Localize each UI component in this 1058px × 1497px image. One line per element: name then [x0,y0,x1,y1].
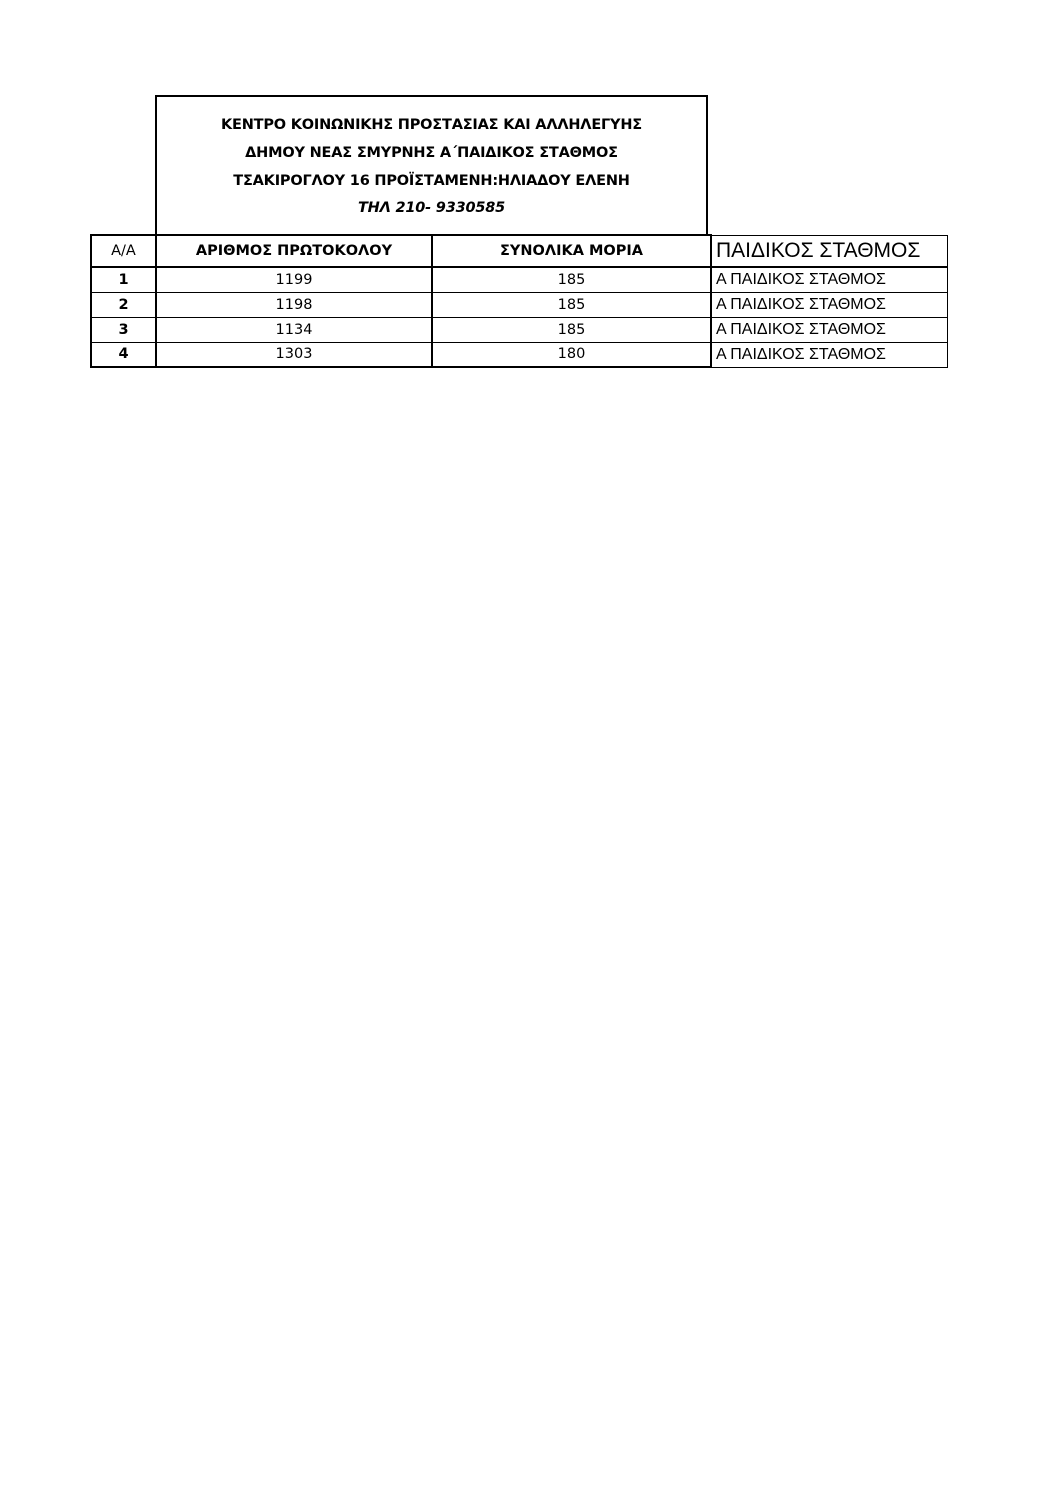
cell-moria: 185 [432,267,711,292]
header-organization: ΚΕΝΤΡΟ ΚΟΙΝΩΝΙΚΗΣ ΠΡΟΣΤΑΣΙΑΣ ΚΑΙ ΑΛΛΗΛΕΓΥΗΣ [220,117,643,133]
cell-moria: 180 [432,342,711,367]
column-header-stathmos: ΠΑΙΔΙΚΟΣ ΣΤΑΘΜΟΣ [711,235,947,267]
cell-aa: 4 [91,342,156,367]
column-header-protocol: ΑΡΙΘΜΟΣ ΠΡΩΤΟΚΟΛΟΥ [156,235,432,267]
cell-moria: 185 [432,317,711,342]
cell-moria: 185 [432,292,711,317]
cell-protocol: 1199 [156,267,432,292]
cell-stathmos: Α ΠΑΙΔΙΚΟΣ ΣΤΑΘΜΟΣ [711,292,947,317]
cell-stathmos: Α ΠΑΙΔΙΚΟΣ ΣΤΑΘΜΟΣ [711,342,947,367]
header-phone: ΤΗΛ 210- 9330585 [357,200,506,216]
results-table [90,234,948,368]
table-row [91,342,947,367]
cell-aa: 3 [91,317,156,342]
header-address: ΤΣΑΚΙΡΟΓΛΟΥ 16 ΠΡΟΪΣΤΑΜΕΝΗ:ΗΛΙΑΔΟΥ ΕΛΕΝΗ [233,173,630,189]
column-header-moria: ΣΥΝΟΛΙΚΑ ΜΟΡΙΑ [432,235,711,267]
cell-protocol: 1198 [156,292,432,317]
cell-aa: 1 [91,267,156,292]
table-row [91,317,947,342]
cell-stathmos: Α ΠΑΙΔΙΚΟΣ ΣΤΑΘΜΟΣ [711,317,947,342]
table-row [91,267,947,292]
cell-stathmos: Α ΠΑΙΔΙΚΟΣ ΣΤΑΘΜΟΣ [711,267,947,292]
header-municipality: ΔΗΜΟΥ ΝΕΑΣ ΣΜΥΡΝΗΣ Α΄ΠΑΙΔΙΚΟΣ ΣΤΑΘΜΟΣ [245,145,618,161]
column-header-aa: Α/Α [91,235,156,267]
cell-aa: 2 [91,292,156,317]
cell-protocol: 1134 [156,317,432,342]
table-row [91,292,947,317]
document-header [155,95,708,234]
table-header-row [91,235,947,267]
cell-protocol: 1303 [156,342,432,367]
